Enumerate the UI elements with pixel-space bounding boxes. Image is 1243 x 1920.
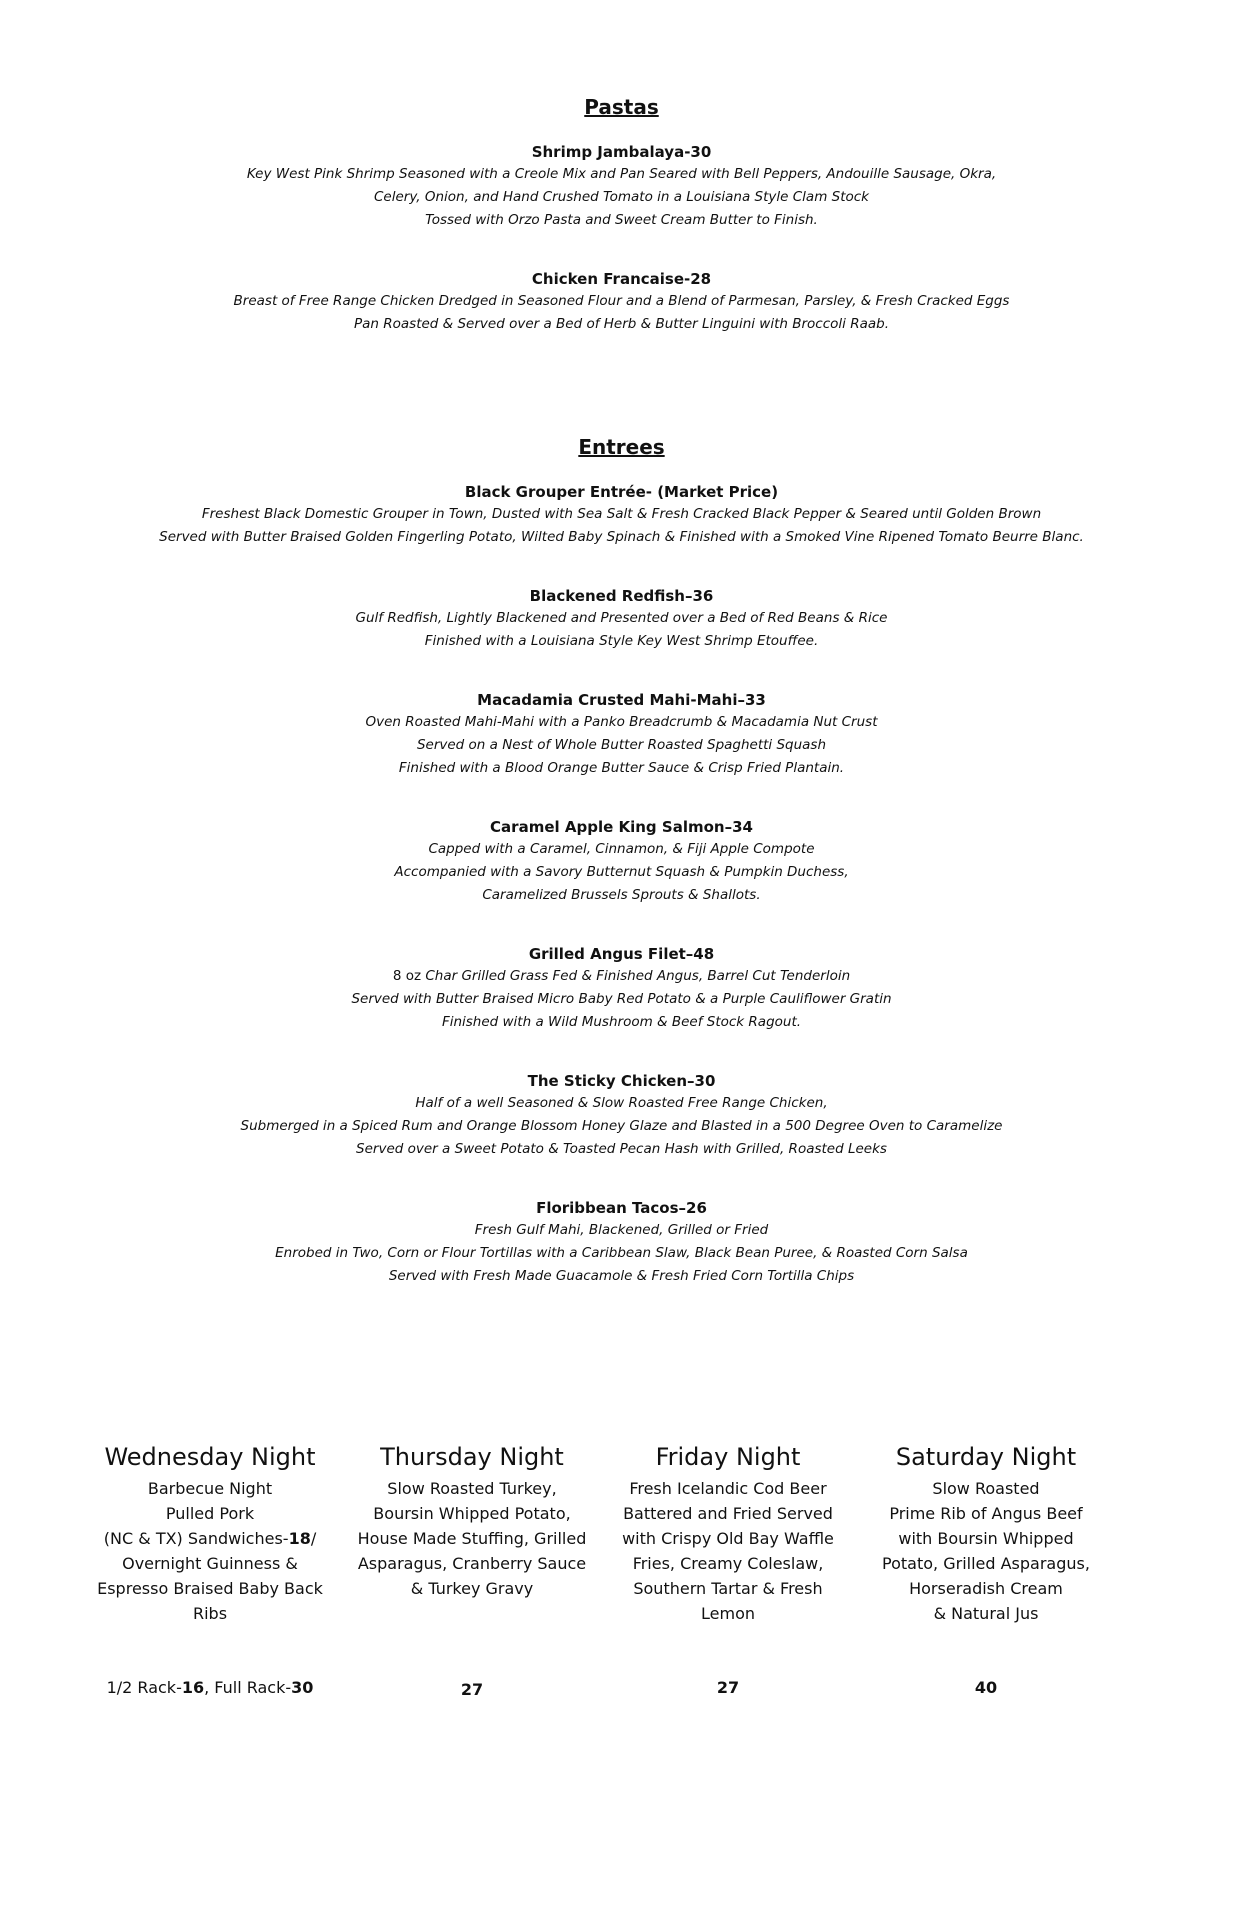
special-title: Friday Night — [655, 1443, 801, 1471]
item-description-line: Served with Butter Braised Golden Fingerling Potato, Wilted Baby Spinach & Finished with a Smoked Vine Ripened Tomato Beurre Blanc. — [159, 529, 1084, 545]
item-description-line: Half of a well Seasoned & Slow Roasted Free Range Chicken, — [415, 1095, 828, 1111]
special-line: Lemon — [701, 1604, 755, 1623]
item-description-line: Served on a Nest of Whole Butter Roasted Spaghetti Squash — [416, 737, 827, 753]
special-friday-price: 27 — [716, 1678, 740, 1697]
special-line: with Boursin Whipped — [898, 1529, 1074, 1548]
special-thursday-price: 27 — [460, 1680, 484, 1699]
special-title: Saturday Night — [895, 1443, 1077, 1471]
special-line: Southern Tartar & Fresh — [633, 1579, 823, 1598]
entrees-heading: Entrees — [578, 435, 665, 459]
menu-item-black-grouper — [0, 481, 1243, 549]
special-line: Slow Roasted — [932, 1479, 1040, 1498]
special-friday — [608, 1440, 848, 1626]
item-description-line: Finished with a Blood Orange Butter Sauce & Crisp Fried Plantain. — [398, 760, 845, 776]
menu-item-chicken-francaise — [0, 268, 1243, 336]
full-rack-price: 30 — [291, 1678, 314, 1697]
entrees-section — [0, 435, 1243, 1288]
item-description-line: Caramelized Brussels Sprouts & Shallots. — [482, 887, 761, 903]
item-description-line: Served with Fresh Made Guacamole & Fresh Fried Corn Tortilla Chips — [388, 1268, 855, 1284]
item-title: Shrimp Jambalaya-30 — [531, 143, 712, 161]
special-line: Slow Roasted Turkey, — [387, 1479, 557, 1498]
item-title: Macadamia Crusted Mahi-Mahi–33 — [477, 691, 766, 709]
item-description-line: Served over a Sweet Potato & Toasted Pecan Hash with Grilled, Roasted Leeks — [356, 1141, 887, 1157]
item-title: Grilled Angus Filet–48 — [528, 945, 715, 963]
sandwich-price: 18 — [288, 1529, 311, 1548]
special-thursday — [352, 1440, 592, 1601]
special-line: Fries, Creamy Coleslaw, — [632, 1554, 824, 1573]
special-title: Wednesday Night — [104, 1443, 316, 1471]
item-description-line: Tossed with Orzo Pasta and Sweet Cream Butter to Finish. — [425, 212, 818, 228]
item-description-line: Freshest Black Domestic Grouper in Town, Dusted with Sea Salt & Fresh Cracked Black Pepper & Seared until Golden Brown — [201, 506, 1042, 522]
special-saturday — [866, 1440, 1106, 1626]
menu-item-floribbean-tacos — [0, 1197, 1243, 1288]
item-description-line: Served with Butter Braised Micro Baby Red Potato & a Purple Cauliflower Gratin — [351, 991, 892, 1007]
half-rack-label: 1/2 Rack- — [106, 1678, 182, 1697]
item-title: Caramel Apple King Salmon–34 — [490, 818, 753, 836]
menu-item-caramel-apple-salmon — [0, 816, 1243, 907]
nightly-specials — [0, 1440, 1243, 1700]
item-title: Black Grouper Entrée- (Market Price) — [464, 483, 779, 501]
half-rack-price: 16 — [181, 1678, 205, 1697]
special-line: House Made Stuffing, Grilled — [357, 1529, 587, 1548]
special-line: Battered and Fried Served — [623, 1504, 833, 1523]
special-line: Prime Rib of Angus Beef — [889, 1504, 1083, 1523]
special-line: Potato, Grilled Asparagus, — [882, 1554, 1090, 1573]
special-line: Pulled Pork — [165, 1504, 255, 1523]
special-title: Thursday Night — [380, 1443, 564, 1471]
menu-item-blackened-redfish — [0, 585, 1243, 653]
special-wednesday — [90, 1440, 330, 1626]
special-line: Boursin Whipped Potato, — [373, 1504, 571, 1523]
portion-size: 8 oz — [392, 968, 426, 984]
item-title: The Sticky Chicken–30 — [527, 1072, 716, 1090]
item-description-line: Breast of Free Range Chicken Dredged in Seasoned Flour and a Blend of Parmesan, Parsley, & Fresh Cracked Eggs — [233, 293, 1010, 309]
full-rack-label: , Full Rack- — [204, 1678, 292, 1697]
item-description-line — [0, 965, 1243, 988]
special-line: Overnight Guinness & — [122, 1554, 298, 1573]
special-line: Ribs — [192, 1604, 228, 1623]
item-description-line: Finished with a Louisiana Style Key West Shrimp Etouffee. — [424, 633, 819, 649]
special-saturday-price: 40 — [974, 1678, 998, 1697]
menu-item-shrimp-jambalaya — [0, 141, 1243, 232]
item-description-line: Accompanied with a Savory Butternut Squash & Pumpkin Duchess, — [394, 864, 849, 880]
pastas-heading: Pastas — [584, 95, 659, 119]
item-description-line: Gulf Redfish, Lightly Blackened and Presented over a Bed of Red Beans & Rice — [355, 610, 888, 626]
special-line-text: (NC & TX) Sandwiches- — [103, 1529, 289, 1548]
item-title: Blackened Redfish–36 — [529, 587, 714, 605]
item-title: Floribbean Tacos–26 — [536, 1199, 707, 1217]
pastas-section — [0, 95, 1243, 336]
special-line: Horseradish Cream — [909, 1579, 1063, 1598]
special-line: Fresh Icelandic Cod Beer — [629, 1479, 827, 1498]
special-line: Espresso Braised Baby Back — [97, 1579, 323, 1598]
menu-item-sticky-chicken — [0, 1070, 1243, 1161]
item-title: Chicken Francaise-28 — [531, 270, 712, 288]
menu-item-macadamia-mahi — [0, 689, 1243, 780]
special-line: with Crispy Old Bay Waffle — [622, 1529, 834, 1548]
special-line: Asparagus, Cranberry Sauce — [357, 1554, 587, 1573]
item-description-line: Key West Pink Shrimp Seasoned with a Creole Mix and Pan Seared with Bell Peppers, Andouille Sausage, Okra, — [246, 166, 997, 182]
item-description-line: Submerged in a Spiced Rum and Orange Blossom Honey Glaze and Blasted in a 500 Degree Oven to Caramelize — [240, 1118, 1003, 1134]
item-description-line: Pan Roasted & Served over a Bed of Herb & Butter Linguini with Broccoli Raab. — [354, 316, 889, 332]
special-line: & Natural Jus — [933, 1604, 1039, 1623]
item-description-text: Char Grilled Grass Fed & Finished Angus, Barrel Cut Tenderloin — [425, 968, 851, 984]
item-description-line: Celery, Onion, and Hand Crushed Tomato in a Louisiana Style Clam Stock — [374, 189, 869, 205]
special-line: & Turkey Gravy — [410, 1579, 534, 1598]
item-description-line: Finished with a Wild Mushroom & Beef Stock Ragout. — [441, 1014, 802, 1030]
item-description-line: Fresh Gulf Mahi, Blackened, Grilled or Fried — [474, 1222, 769, 1238]
special-line: Barbecue Night — [147, 1479, 273, 1498]
menu-item-angus-filet — [0, 943, 1243, 1034]
special-line: (NC & TX) Sandwiches-18/ — [103, 1529, 317, 1548]
special-wednesday-price — [90, 1678, 330, 1697]
item-description-line: Capped with a Caramel, Cinnamon, & Fiji Apple Compote — [428, 841, 815, 857]
item-description-line: Oven Roasted Mahi-Mahi with a Panko Breadcrumb & Macadamia Nut Crust — [365, 714, 878, 730]
item-description-line: Enrobed in Two, Corn or Flour Tortillas with a Caribbean Slaw, Black Bean Puree, & Roasted Corn Salsa — [275, 1245, 968, 1261]
